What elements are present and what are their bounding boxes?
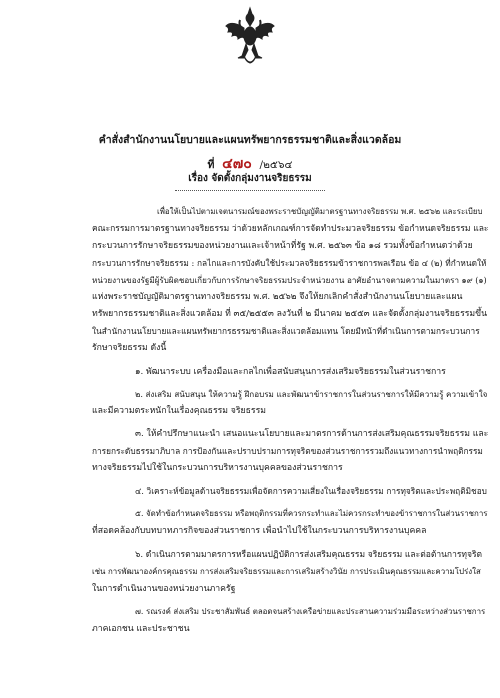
- list-item: ๖. ดำเนินการตามมาตรการหรือแผนปฏิบัติการส่งเสริมคุณธรรม จริยธรรม และต่อต้านการทุจริต: [135, 550, 483, 560]
- list-item-continuation: ที่สอดคล้องกับบทบาทภารกิจของส่วนราชการ เพื่อนำไปใช้ในกระบวนการบริหารงานบุคคล: [92, 526, 427, 536]
- list-item-continuation: ภาคเอกชน และประชาชน: [92, 624, 190, 634]
- list-item: ๔. วิเคราะห์ข้อมูลด้านจริยธรรมเพื่อจัดการความเสี่ยงในเรื่องจริยธรรม การทุจริตและประพฤติมิชอบ: [135, 486, 487, 496]
- body-line: หน่วยงานของรัฐมีผู้รับผิดชอบเกี่ยวกับการรักษาจริยธรรมประจำหน่วยงาน อาศัยอำนาจตามความในมาตรา ๑๙ (๑): [92, 275, 487, 285]
- order-year: /๒๕๖๔: [259, 159, 293, 171]
- list-item-continuation: เช่น การพัฒนาองค์กรคุณธรรม การส่งเสริมจริยธรรมและการเสริมสร้างวินัย การประเมินคุณธรรมและความโปร่งใส: [92, 567, 481, 576]
- order-number-prefix: ที่: [207, 159, 215, 171]
- body-line: คณะกรรมการมาตรฐานทางจริยธรรม ว่าด้วยหลักเกณฑ์การจัดทำประมวลจริยธรรม ข้อกำหนดจริยธรรม และ: [92, 224, 489, 234]
- body-line: แห่งพระราชบัญญัติมาตรฐานทางจริยธรรม พ.ศ. ๒๕๖๒ จึงให้ยกเลิกคำสั่งสำนักงานนโยบายและแผน: [92, 292, 463, 302]
- body-line: กระบวนการรักษาจริยธรรมของหน่วยงานและเจ้าหน้าที่รัฐ พ.ศ. ๒๕๖๓ ข้อ ๑๘ รวมทั้งข้อกำหนดว่าด้วย: [92, 241, 473, 251]
- list-item: ๓. ให้คำปรึกษาแนะนำ เสนอแนะนโยบายและมาตรการด้านการส่งเสริมคุณธรรมจริยธรรม และ: [135, 429, 489, 439]
- list-item-continuation: ในการดำเนินงานของหน่วยงานภาครัฐ: [92, 584, 236, 594]
- body-line: ทรัพยากรธรรมชาติและสิ่งแวดล้อม ที่ ๓๕/๒๕๕๓ ลงวันที่ ๒ มีนาคม ๒๕๕๓ และจัดตั้งกลุ่มงานจริยธรรมขึ้น: [92, 309, 488, 319]
- body-line: ในสำนักงานนโยบายและแผนทรัพยากรธรรมชาติและสิ่งแวดล้อมแทน โดยมีหน้าที่ดำเนินการตามกระบวนการ: [92, 326, 480, 336]
- header-divider: [175, 190, 325, 191]
- list-item: ๑. พัฒนาระบบ เครื่องมือและกลไกเพื่อสนับสนุนการส่งเสริมจริยธรรมในส่วนราชการ: [135, 367, 446, 377]
- body-line: เพื่อให้เป็นไปตามเจตนารมณ์ของพระราชบัญญัติมาตรฐานทางจริยธรรม พ.ศ. ๒๕๖๒ และระเบียบ: [157, 207, 483, 216]
- garuda-emblem-icon: [224, 6, 276, 68]
- order-number: ๔๗๐: [222, 156, 252, 172]
- order-title: คำสั่งสำนักงานนโยบายและแผนทรัพยากรธรรมชาติและสิ่งแวดล้อม: [98, 134, 402, 146]
- list-item: ๒. ส่งเสริม สนับสนุน ให้ความรู้ ฝึกอบรม และพัฒนาข้าราชการในส่วนราชการให้มีความรู้ ความเข้าใจ: [135, 389, 488, 399]
- list-item-continuation: ทางจริยธรรมไปใช้ในกระบวนการบริหารงานบุคคลของส่วนราชการ: [92, 463, 343, 473]
- list-item-continuation: และมีความตระหนักในเรื่องคุณธรรม จริยธรรม: [92, 406, 266, 416]
- order-subject: เรื่อง จัดตั้งกลุ่มงานจริยธรรม: [188, 173, 312, 184]
- list-item-continuation: การยกระดับธรรมาภิบาล การป้องกันและปราบปรามการทุจริตของส่วนราชการรวมถึงแนวทางการนำพฤติกรรม: [92, 446, 483, 456]
- list-item: ๗. รณรงค์ ส่งเสริม ประชาสัมพันธ์ ตลอดจนสร้างเครือข่ายและประสานความร่วมมือระหว่างส่วนราชการ: [135, 607, 486, 616]
- body-line: กระบวนการรักษาจริยธรรม : กลไกและการบังคับใช้ประมวลจริยธรรมข้าราชการพลเรือน ข้อ ๔ (๒) ที่กำหนดให้: [92, 258, 487, 268]
- body-line: รักษาจริยธรรม ดังนี้: [92, 343, 167, 353]
- list-item: ๕. จัดทำข้อกำหนดจริยธรรม หรือพฤติกรรมที่ควรกระทำและไม่ควรกระทำของข้าราชการในส่วนราชการ: [135, 509, 488, 518]
